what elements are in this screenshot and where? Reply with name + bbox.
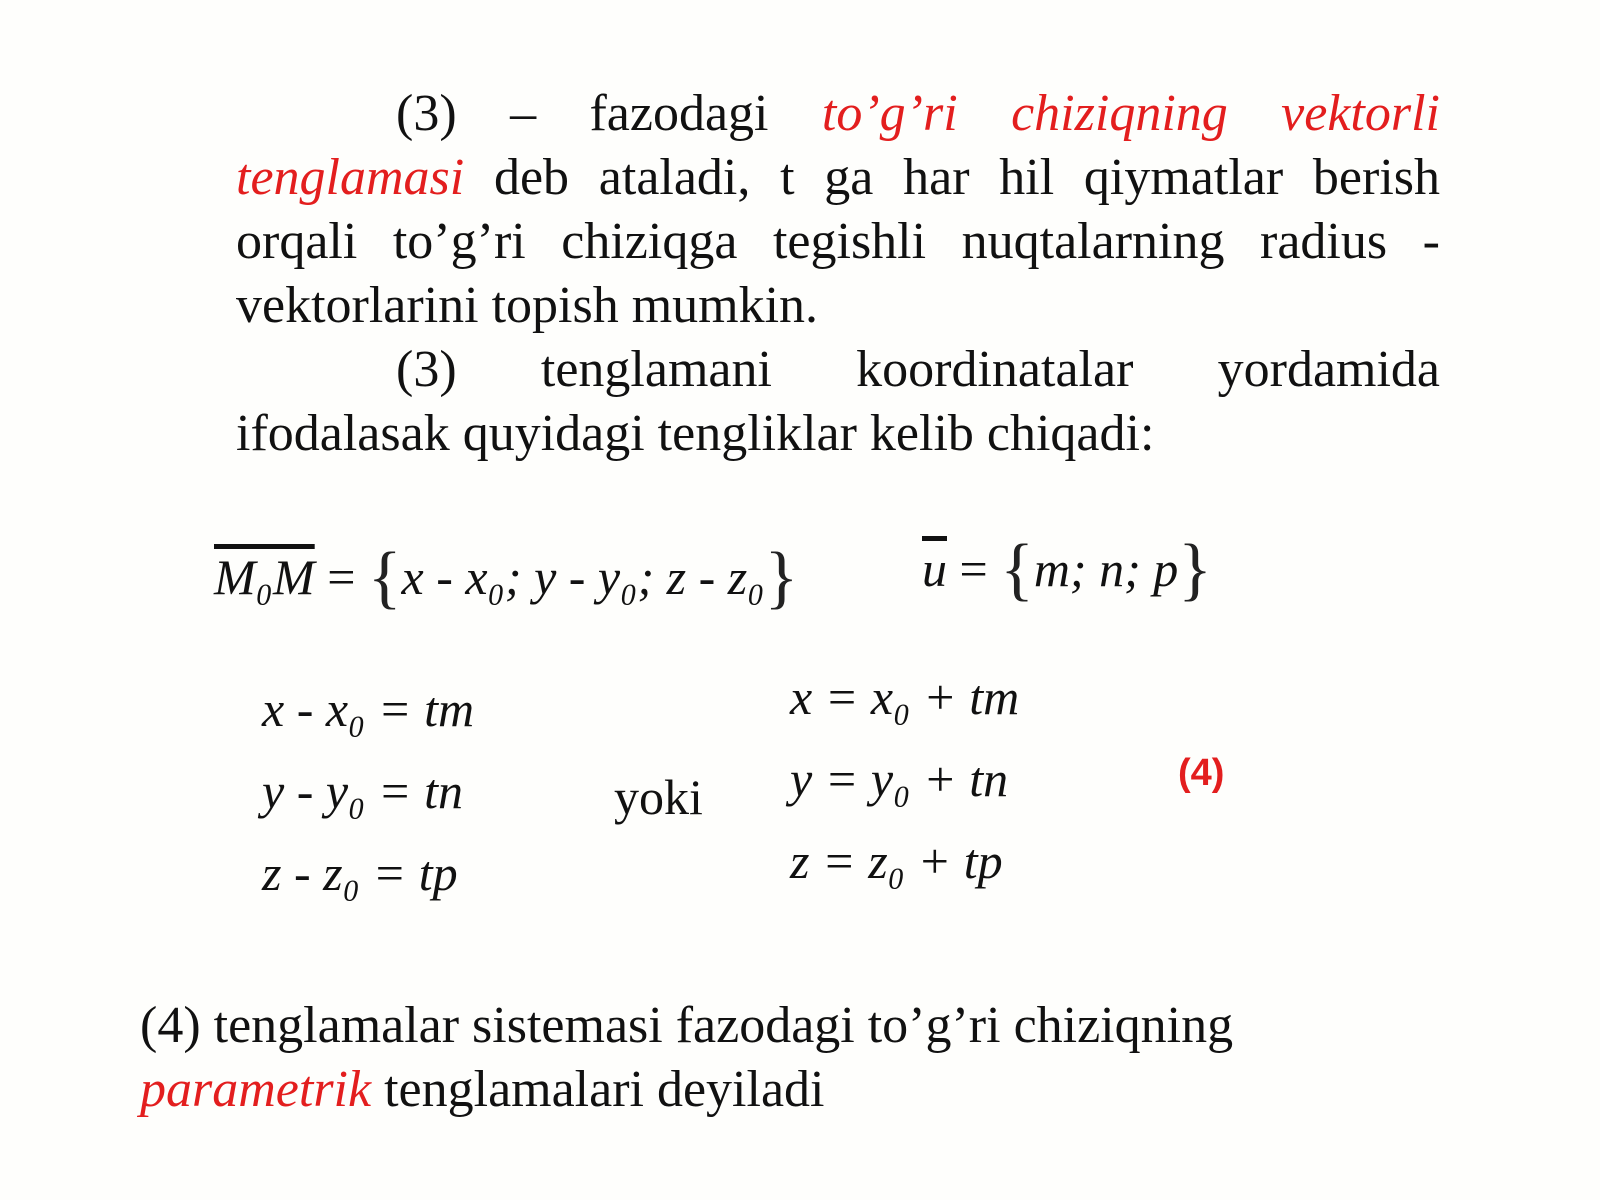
paragraph-vector-equation: [236, 82, 1440, 338]
connector-yoki: yoki: [614, 769, 703, 825]
system-right-eq-2: y = y₀ + tn: [790, 751, 1009, 807]
brace-close-icon: }: [764, 539, 799, 616]
system-left-eq-2: y - y₀ = tn: [262, 763, 464, 819]
dash: –: [510, 85, 537, 142]
equation-number: (4): [1178, 752, 1225, 794]
conclusion-paragraph: [140, 994, 1440, 1122]
system-right-eq-3: z = z₀ + tp: [790, 833, 1003, 889]
paragraph2-text: tenglamani koordinatalar yordamida ifodalasak quyidagi tengliklar kelib chiqadi:: [236, 341, 1440, 462]
conclusion-text-2: tenglamalari deyiladi: [384, 1061, 825, 1118]
vector-components: x - x₀; y - y₀; z - z₀: [401, 549, 765, 605]
brace-open-icon: {: [367, 539, 402, 616]
eq-ref-3b: (3): [396, 341, 457, 398]
highlight-term-1: to’g’ri chiziqning vektorli: [821, 85, 1440, 142]
conclusion-text-1: (4) tenglamalar sistemasi fazodagi to’g’ri chiziqning: [140, 997, 1234, 1054]
highlight-term-2: tenglamasi: [236, 149, 465, 206]
direction-components: m; n; p: [1033, 541, 1179, 597]
system-right-eq-1: x = x₀ + tm: [790, 669, 1020, 725]
highlight-parametrik: parametrik: [140, 1061, 372, 1118]
paragraph-rest: deb ataladi, t ga har hil qiymatlar berish orqali to’g’ri chiziqga tegishli nuqtalarning radius - vektorlarini topish mumkin.: [236, 149, 1441, 334]
vector-formula: M₀M = {x - x₀; y - y₀; z - z₀}: [214, 539, 799, 616]
brace-open-icon: {: [1000, 531, 1034, 608]
vector-u: $\overline{u}$: [922, 541, 947, 597]
eq-ref-3: (3): [396, 85, 457, 142]
text-fazodagi: fazodagi: [589, 85, 769, 142]
direction-vector-formula: $\overline{u} = \{m$; n; p}: [922, 531, 1212, 608]
system-left-eq-1: x - x₀ = tm: [262, 681, 475, 737]
system-left-eq-3: z - z₀ = tp: [262, 845, 458, 901]
brace-close-icon: }: [1178, 531, 1212, 608]
paragraph-coordinates: [236, 338, 1440, 466]
vector-m0m: M₀M: [214, 549, 315, 605]
